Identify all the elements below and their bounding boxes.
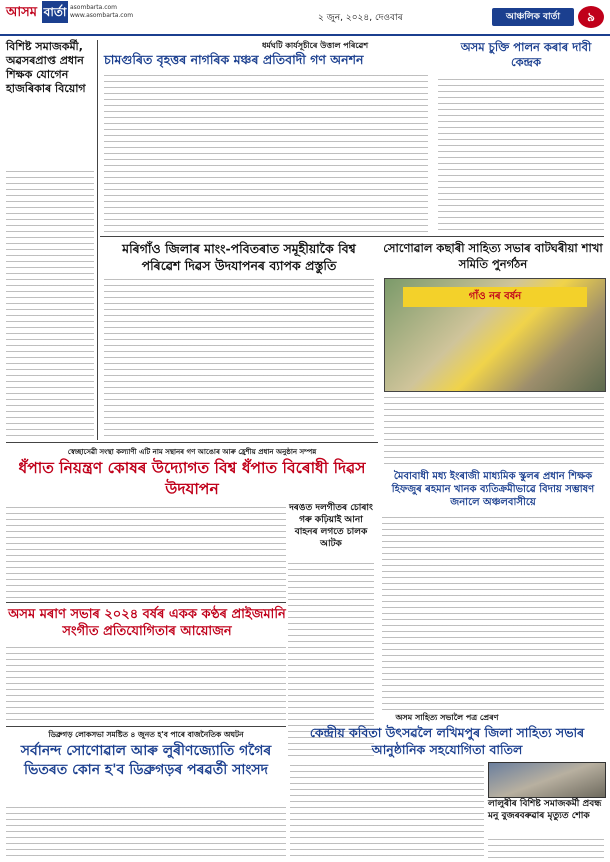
dateline: ২ জুন, ২০২৪, দেওবাৰ [318,13,403,23]
story9-headline: অসম মৰাণ সভাৰ ২০২৪ বৰ্ষৰ একক কণ্ঠৰ প্ৰাইজমানি সংগীত প্ৰতিযোগিতাৰ আয়োজন [8,607,286,639]
story6-kicker: স্বেচ্ছাসেৱী সংস্থা কল্যাণী এটি নাম সন্থানৰ গণ আঙোৰ আৰু হ্ৰেশীয় প্ৰধান অনুষ্ঠান সম্পন্ন [67,448,317,456]
story3-headline: অসম চুক্তি পালন কৰাৰ দাবী কেন্দ্ৰক [460,40,592,69]
page-number: ৯ [578,6,604,28]
horizontal-rule [100,236,604,237]
story9-body [6,644,286,724]
event-photo [384,278,606,392]
section-tag: আঞ্চলিক বাৰ্তা [492,8,574,26]
story5-body [384,394,604,466]
story10-kicker: অসম সাহিত্য সভালৈ পত্ৰ প্ৰেৰণ [395,713,499,722]
horizontal-rule-4 [6,726,286,727]
story8-body [382,514,604,710]
web-links [70,4,133,20]
photo-banner: গাঁও নৰ বৰ্ষন [403,287,587,307]
story11-headline: সৰ্বানন্দ সোণোৱাল আৰু লুৰীণজ্যোতি গগৈৰ ভিতৰত কোন হ'ব ডিব্ৰুগড়ৰ পৰৱৰ্তী সাংসদ [20,743,272,778]
story6-body [6,504,286,600]
story8-headline: মৈবাবাধী মধ্য ইংৰাজী মাধ্যমিক স্কুলৰ প্ৰধান শিক্ষক হিফজুৰ ৰহমান খানক ব্যতিক্ৰমীভাৱে বিদায় সম্ভাষণ জনালে অঞ্চলবাসীয়ে [391,471,595,508]
story4-body [104,276,374,440]
horizontal-rule-2 [6,442,378,443]
horizontal-rule-3 [6,602,286,603]
story11-body [6,804,286,858]
story3-body [438,76,604,232]
story7-headline: দৰঙত দলগীতৰ চোৰাং গৰু কঢ়িয়াই আনা বাহনৰ লগতে চালক আটক [289,503,373,549]
web-link-2: www.asombarta.com [70,12,134,19]
story10-headline: কেন্দ্ৰীয় কবিতা উৎসৱলৈ লখিমপুৰ জিলা সাহিত্য সভাৰ আনুষ্ঠানিক সহযোগিতা বাতিল [309,725,585,757]
portrait-photo [488,762,606,798]
story2-headline: চামগুৰিত বৃহত্তৰ নাগৰিক মঞ্চৰ প্ৰতিবাদী গণ অনশন [104,52,364,67]
story2-kicker: ধৰ্মঘটি কাৰ্যসূচীৰে উত্তাল পৰিৱেশ [261,41,369,50]
story6-headline: ধঁপাত নিয়ন্ত্ৰণ কোষৰ উদ্যোগত বিশ্ব ধঁপাত বিৰোধী দিৱস উদযাপন [18,459,366,498]
column-divider [97,40,98,440]
logo-text-right: বাৰ্তা [42,1,68,23]
story10-body [290,762,484,858]
story12-body [488,836,604,858]
story1-body [6,168,94,440]
story1-headline: বিশিষ্ট সমাজকৰ্মী, অৱসৰপ্ৰাপ্ত প্ৰধান শিক্ষক যোগেন হাজৰিকাৰ বিয়োগ [6,40,86,95]
story5-headline: সোণোৱাল কছাৰী সাহিত্য সভাৰ বাটঘৰীয়া শাখা সমিতি পুনৰ্গঠন [383,241,603,271]
story2-body [104,72,428,232]
story12-headline: লালুৰীৰ বিশিষ্ট সমাজকৰ্মী প্ৰবন্ধ মনু বুজৰবৰুৱাৰ মৃত্যুত শোক [488,799,602,821]
web-link-1: asombarta.com [70,4,118,11]
story4-headline: মৰিগাঁও জিলাৰ মাংং-পবিতৰাত সমূহীয়াকৈ বিশ্ব পৰিৱেশ দিৱস উদযাপনৰ ব্যাপক প্ৰস্তুতি [122,241,356,273]
logo-text-left: আসম [6,5,37,20]
newspaper-logo [6,3,67,29]
story11-kicker: ডিব্ৰুগড় লোকসভা সমষ্টিত ৪ জুনত হ'ব পাৰে বাজনৈতিক অঘটন [48,730,244,739]
